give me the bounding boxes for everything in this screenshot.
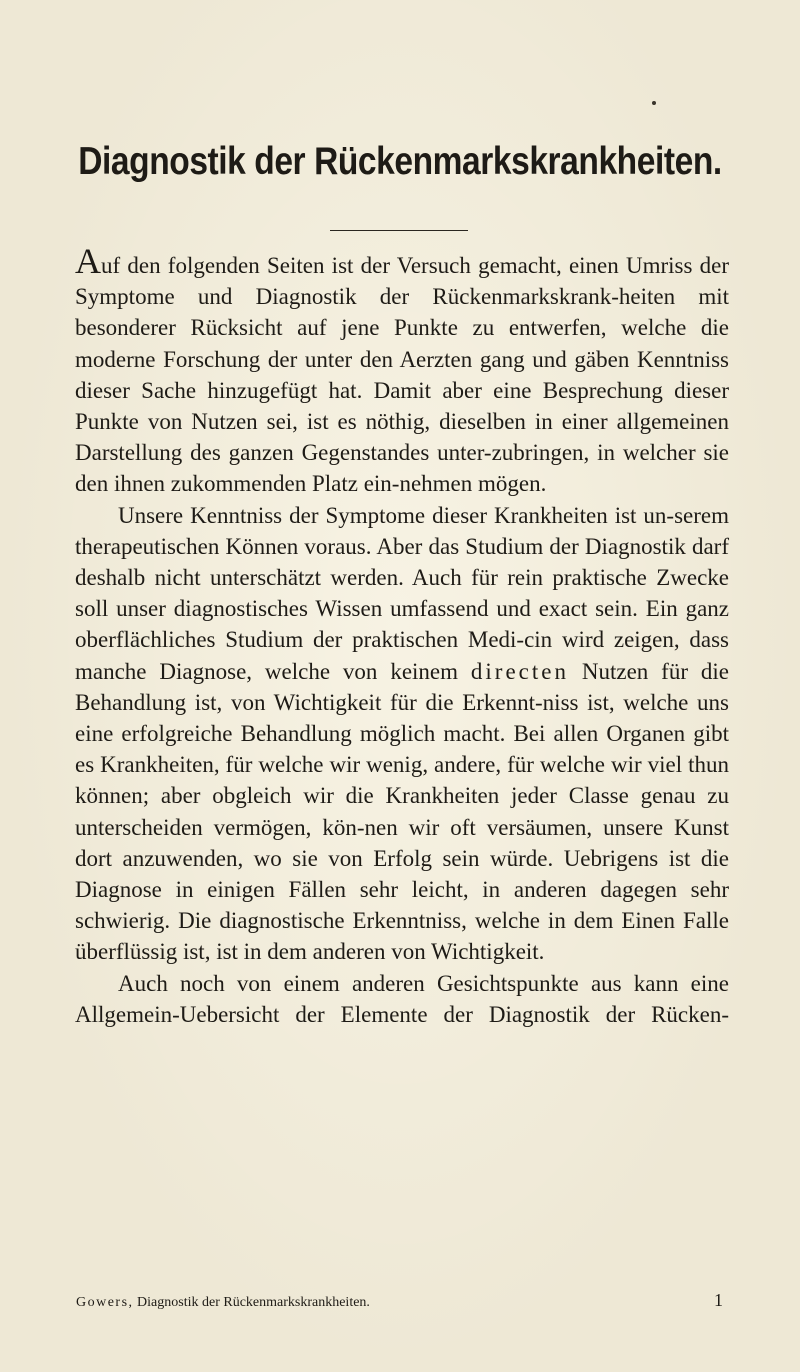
footer-author: Gowers, (76, 1295, 134, 1310)
spaced-word: directen (470, 658, 569, 684)
page-title: Diagnostik der Rückenmarkskrankheiten. (78, 140, 722, 183)
paragraph-3-text: Auch noch von einem anderen Gesichtspunkte aus kann eine Allgemein-Uebersicht der Elemente der Diagnostik der Rücken- (75, 970, 729, 1027)
footer-citation (76, 1295, 370, 1311)
paragraph-2-text-before: Unsere Kenntniss der Symptome dieser Krankheiten ist un-serem therapeutischen Können voraus. Aber das Studium der Diagnostik darf deshalb nicht unterschätzt werden. Auch für rein praktische Zwecke soll unser diagnostisches Wissen umfassend und exact sein. Ein ganz oberflächliches Studium der praktischen Medi-cin wird zeigen, dass manche Diagnose, welche von keinem (75, 502, 729, 684)
paragraph-1-text: uf den folgenden Seiten ist der Versuch gemacht, einen Umriss der Symptome und Diagnostik der Rückenmarkskrank-heiten mit besonderer Rücksicht auf jene Punkte zu entwerfen, welche die moderne Forschung der unter den Aerzten gang und gäben Kenntniss dieser Sache hinzugefügt hat. Damit aber eine Besprechung dieser Punkte von Nutzen sei, ist es nöthig, dieselben in einer allgemeinen Darstellung des ganzen Gegenstandes unter-zubringen, in welcher sie den ihnen zukommenden Platz ein-nehmen mögen. (75, 253, 729, 497)
paragraph-2 (75, 500, 729, 968)
body-text (75, 241, 729, 1030)
title-divider (330, 230, 468, 231)
ink-speck (652, 101, 656, 105)
paragraph-2-text-after: Nutzen für die Behandlung ist, von Wichtigkeit für die Erkennt-niss ist, welche uns eine erfolgreiche Behandlung möglich macht. Bei allen Organen gibt es Krankheiten, für welche wir wenig, andere, für welche wir viel thun können; aber obgleich wir die Krankheiten jeder Classe genau zu unterscheiden vermögen, kön-nen wir oft versäumen, unsere Kunst dort anzuwenden, wo sie von Erfolg sein würde. Uebrigens ist die Diagnose in einigen Fällen sehr leicht, in anderen dagegen sehr schwierig. Die diagnostische Erkenntniss, welche in dem Einen Falle überflüssig ist, ist in dem anderen von Wichtigkeit. (75, 658, 729, 965)
footer-work: Diagnostik der Rückenmarkskrankheiten. (137, 1295, 370, 1310)
signature-mark: 1 (714, 1290, 723, 1310)
initial-letter: A (75, 241, 101, 281)
page-footer (76, 1290, 729, 1311)
paragraph-1 (75, 241, 729, 500)
paragraph-3 (75, 968, 729, 1030)
